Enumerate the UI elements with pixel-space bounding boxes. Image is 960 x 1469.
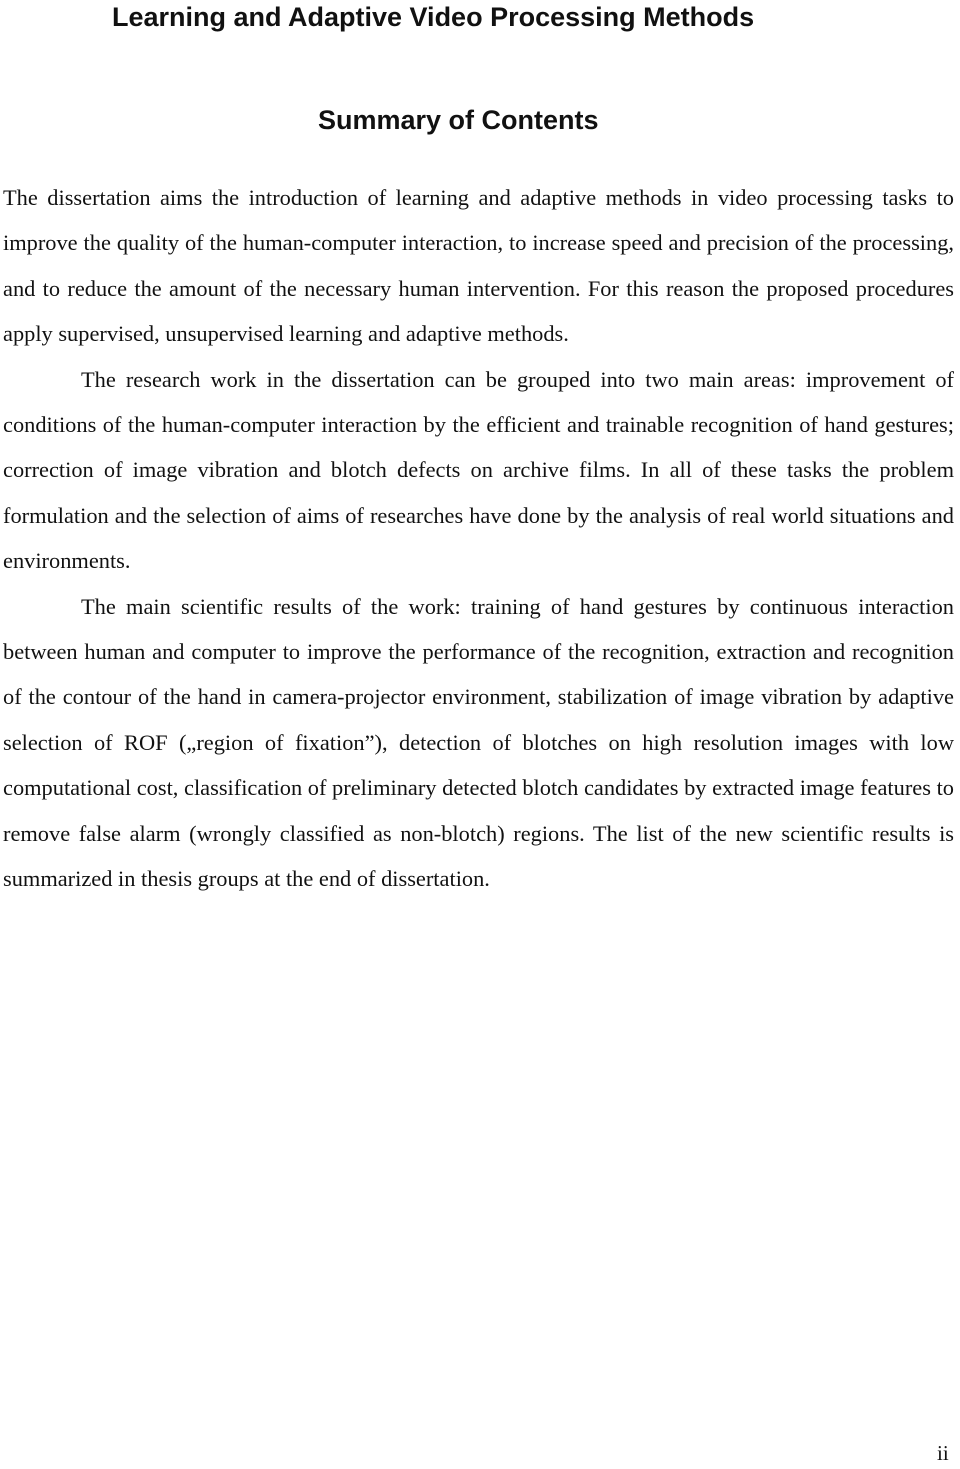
paragraph-scientific-results: The main scientific results of the work: training of hand gestures by continuous interaction between human and computer to improve the performance of the recognition, extraction and recognition of the contour of the hand in camera-projector environment, stabilization of image vibration by adaptive selection of ROF („region of fixation”), detection of blotches on high resolution images with low computational cost, classification of preliminary detected blotch candidates by extracted image features to remove false alarm (wrongly classified as non-blotch) regions. The list of the new scientific results is summarized in thesis groups at the end of dissertation. — [3, 593, 954, 892]
document-title: Learning and Adaptive Video Processing Methods — [112, 2, 755, 32]
summary-body — [3, 175, 954, 902]
paragraph-research-areas: The research work in the dissertation can be grouped into two main areas: improvement of conditions of the human-computer interaction by the efficient and trainable recognition of hand gestures; correction of image vibration and blotch defects on archive films. In all of these tasks the problem formulation and the selection of aims of researches have done by the analysis of real world situations and environments. — [3, 366, 954, 574]
page-number: ii — [937, 1441, 949, 1465]
section-heading: Summary of Contents — [318, 105, 599, 135]
paragraph-intro: The dissertation aims the introduction of learning and adaptive methods in video processing tasks to improve the quality of the human-computer interaction, to increase speed and precision of the processing, and to reduce the amount of the necessary human intervention. For this reason the proposed procedures apply supervised, unsupervised learning and adaptive methods. — [3, 185, 954, 347]
